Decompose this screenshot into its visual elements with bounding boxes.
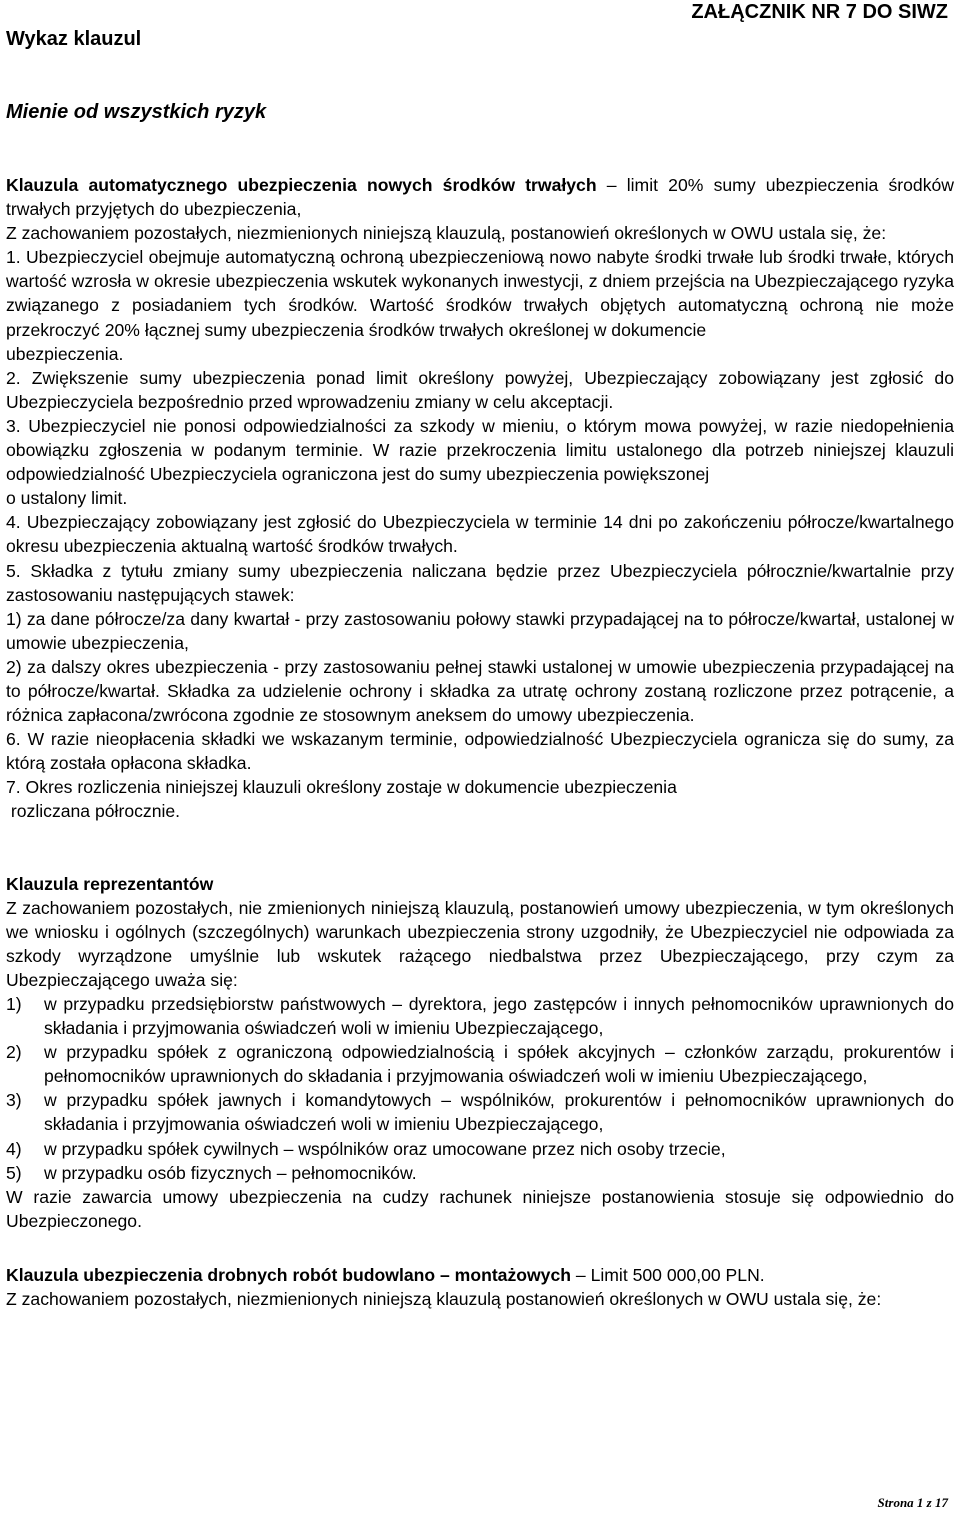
paragraph: 5. Składka z tytułu zmiany sumy ubezpieczenia naliczana będzie przez Ubezpieczyciela półrocznie/kwartalnie przy zastosowaniu następujących stawek:: [6, 560, 954, 605]
clause-heading: [6, 173, 954, 221]
paragraph: Z zachowaniem pozostałych, niezmienionych niniejszą klauzulą postanowień określonych w OWU ustala się, że:: [6, 1289, 882, 1310]
section-subtitle: Mienie od wszystkich ryzyk: [6, 101, 267, 123]
clause-heading: [6, 872, 954, 896]
clause-title: Klauzula reprezentantów: [6, 873, 214, 894]
list-item: [6, 1040, 954, 1088]
clause-title-tail: – limit 20% sumy ubezpieczenia środków trwałych przyjętych do ubezpieczenia,: [6, 175, 954, 220]
paragraph: 2) za dalszy okres ubezpieczenia - przy zastosowaniu pełnej stawki ustalonej w umowie ubezpieczenia przypadającej na to półrocze/kwartał. Składka za udzielenie ochrony i składka za utratę ochrony zostaną rozliczone przez potrącenie, a różnica zapłacona/zwrócona zgodnie ze stosownym aneksem do umowy ubezpieczenia.: [6, 656, 954, 726]
list-number: 4): [6, 1138, 22, 1159]
clause-title: Klauzula automatycznego ubezpieczenia nowych środków trwałych: [6, 175, 597, 195]
paragraph: 7. Okres rozliczenia niniejszej klauzuli określony zostaje w dokumencie ubezpieczenia: [6, 777, 677, 798]
clause-title: Klauzula ubezpieczenia drobnych robót budowlano – montażowych: [6, 1264, 572, 1285]
paragraph: Z zachowaniem pozostałych, niezmienionych niniejszą klauzulą, postanowień określonych w OWU ustala się, że:: [6, 223, 887, 244]
paragraph: 1. Ubezpieczyciel obejmuje automatyczną ochroną ubezpieczeniową nowo nabyte środki trwałe lub środki trwałe, których wartość wzrosła w okresie ubezpieczenia wskutek wykonanych inwestycji, z dniem przejścia na Ubezpieczającego ryzyka związanego z posiadaniem tych środków. Wartość środków trwałych objętych automatyczną ochroną nie może przekroczyć 20% łącznej sumy ubezpieczenia środków trwałych określonej w dokumencie: [6, 247, 954, 340]
list-item: [6, 1161, 954, 1185]
list-number: 3): [6, 1090, 22, 1111]
document-page: [6, 0, 954, 1517]
list-text: w przypadku spółek cywilnych – wspólników oraz umocowane przez nich osoby trzecie,: [44, 1138, 726, 1159]
document-title: Wykaz klauzul: [6, 28, 142, 50]
list-text: w przypadku osób fizycznych – pełnomocników.: [44, 1162, 417, 1183]
paragraph: o ustalony limit.: [6, 488, 128, 509]
document-body: [6, 173, 954, 1311]
paragraph: 6. W razie nieopłacenia składki we wskazanym terminie, odpowiedzialność Ubezpieczyciela ogranicza się do sumy, za którą została opłacona składka.: [6, 729, 954, 774]
list-number: 5): [6, 1162, 22, 1183]
list-item: [6, 1088, 954, 1136]
spacer: [6, 824, 954, 872]
paragraph: 3. Ubezpieczyciel nie ponosi odpowiedzialności za szkody w mieniu, o którym mowa powyżej, w razie niedopełnienia obowiązku zgłoszenia w podanym terminie. W razie przekroczenia limitu ustalonego dla potrzeb niniejszej klauzuli odpowiedzialność Ubezpieczyciela ograniczona jest do sumy ubezpieczenia powiększonej: [6, 415, 954, 485]
list-item: [6, 1137, 954, 1161]
list-text: w przypadku spółek z ograniczoną odpowiedzialnością i spółek akcyjnych – członków zarządu, prokurentów i pełnomocników uprawnionych do składania i przyjmowania oświadczeń woli w imieniu Ubezpieczającego,: [44, 1042, 954, 1087]
attachment-label: ZAŁĄCZNIK NR 7 DO SIWZ: [691, 1, 948, 23]
list-item: [6, 992, 954, 1040]
paragraph: 1) za dane półrocze/za dany kwartał - przy zastosowaniu połowy stawki przypadającej na to półrocze/kwartał, ustalonej w umowie ubezpieczenia,: [6, 608, 954, 653]
paragraph: rozliczana półrocznie.: [6, 801, 181, 822]
list-number: 1): [6, 994, 22, 1014]
paragraph: ubezpieczenia.: [6, 343, 124, 364]
paragraph: 4. Ubezpieczający zobowiązany jest zgłosić do Ubezpieczyciela w terminie 14 dni po zakończeniu półrocze/kwartalnego okresu ubezpieczenia aktualną wartość środków trwałych.: [6, 512, 954, 557]
paragraph: Z zachowaniem pozostałych, nie zmienionych niniejszą klauzulą, postanowień umowy ubezpieczenia, w tym określonych we wniosku i ogólnych (szczególnych) warunkach ubezpieczenia strony uzgodniły, że Ubezpieczyciel nie odpowiada za szkody wyrządzone umyślnie lub wskutek rażącego niedbalstwa przez Ubezpieczającego, przy czym za Ubezpieczającego uważa się:: [6, 897, 954, 990]
list-text: w przypadku przedsiębiorstw państwowych – dyrektora, jego zastępców i innych pełnomocników uprawnionych do składania i przyjmowania oświadczeń woli w imieniu Ubezpieczającego,: [44, 994, 954, 1039]
clause-heading: [6, 1263, 954, 1287]
spacer: [6, 1233, 954, 1263]
paragraph: W razie zawarcia umowy ubezpieczenia na cudzy rachunek niniejsze postanowienia stosuje się odpowiednio do Ubezpieczonego.: [6, 1186, 954, 1231]
page-number: Strona 1 z 17: [877, 1495, 948, 1510]
clause-title-tail: – Limit 500 000,00 PLN.: [571, 1264, 765, 1285]
list-number: 2): [6, 1042, 22, 1063]
paragraph: 2. Zwiększenie sumy ubezpieczenia ponad limit określony powyżej, Ubezpieczający zobowiązany jest zgłosić do Ubezpieczyciela bezpośrednio przed wprowadzeniu zmiany w celu akceptacji.: [6, 367, 954, 412]
list-text: w przypadku spółek jawnych i komandytowych – wspólników, prokurentów i pełnomocników uprawnionych do składania i przyjmowania oświadczeń woli w imieniu Ubezpieczającego,: [44, 1090, 954, 1135]
